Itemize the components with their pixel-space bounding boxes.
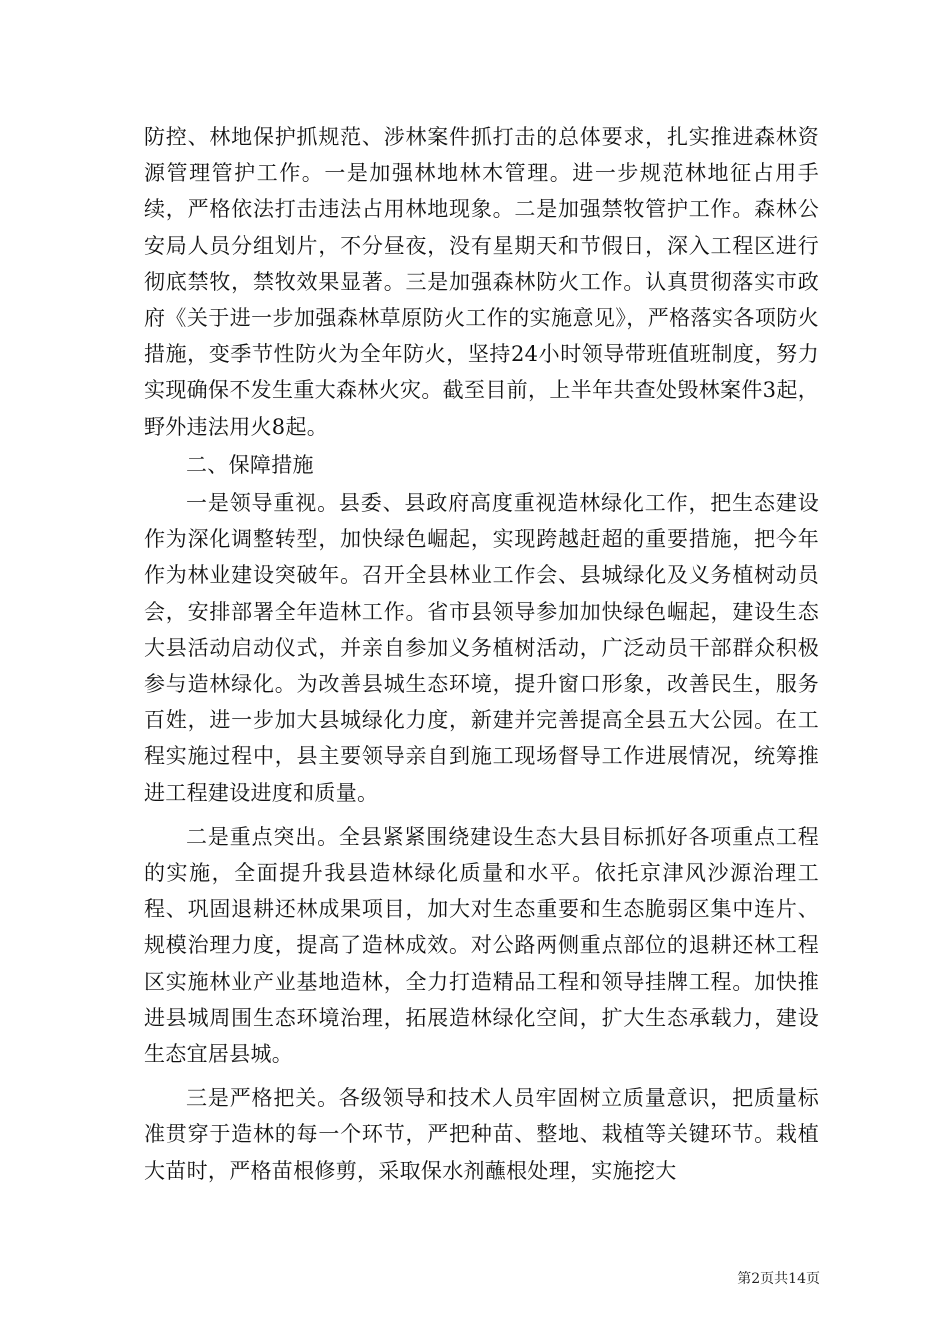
paragraph-quality-control: 三是严格把关。各级领导和技术人员牢固树立质量意识，把质量标准贯穿于造林的每一个环节，严把种苗、整地、栽植等关键环节。栽植大苗时，严格苗根修剪，采取保水剂蘸根处理，实施挖大	[144, 1086, 819, 1183]
section-heading-safeguards: 二、保障措施	[186, 452, 314, 477]
document-body	[144, 119, 819, 1189]
page-number-footer: 第2页共14页	[737, 1271, 820, 1287]
paragraph-leadership: 一是领导重视。县委、县政府高度重视造林绿化工作，把生态建设作为深化调整转型，加快绿色崛起，实现跨越赶超的重要措施，把今年作为林业建设突破年。召开全县林业工作会、县城绿化及义务植树动员会，安排部署全年造林工作。省市县领导参加加快绿色崛起，建设生态大县活动启动仪式，并亲自参加义务植树活动，广泛动员干部群众积极参与造林绿化。为改善县城生态环境，提升窗口形象，改善民生，服务百姓，进一步加大县城绿化力度，新建并完善提高全县五大公园。在工程实施过程中，县主要领导亲自到施工现场督导工作进展情况，统筹推进工程建设进度和质量。	[144, 491, 819, 805]
paragraph-forest-management: 防控、林地保护抓规范、涉林案件抓打击的总体要求，扎实推进森林资源管理管护工作。一是加强林地林木管理。进一步规范林地征占用手续，严格依法打击违法占用林地现象。二是加强禁牧管护工作。森林公安局人员分组划片，不分昼夜，没有星期天和节假日，深入工程区进行彻底禁牧，禁牧效果显著。三是加强森林防火工作。认真贯彻落实市政府《关于进一步加强森林草原防火工作的实施意见》，严格落实各项防火措施，变季节性防火为全年防火，坚持24小时领导带班值班制度，努力实现确保不发生重大森林火灾。截至目前，上半年共查处毁林案件3起，野外违法用火8起。	[144, 125, 819, 439]
paragraph-key-projects: 二是重点突出。全县紧紧围绕建设生态大县目标抓好各项重点工程的实施，全面提升我县造林绿化质量和水平。依托京津风沙源治理工程、巩固退耕还林成果项目，加大对生态重要和生态脆弱区集中连片、规模治理力度，提高了造林成效。对公路两侧重点部位的退耕还林工程区实施林业产业基地造林，全力打造精品工程和领导挂牌工程。加快推进县城周围生态环境治理，拓展造林绿化空间，扩大生态承载力，建设生态宜居县城。	[144, 824, 819, 1067]
